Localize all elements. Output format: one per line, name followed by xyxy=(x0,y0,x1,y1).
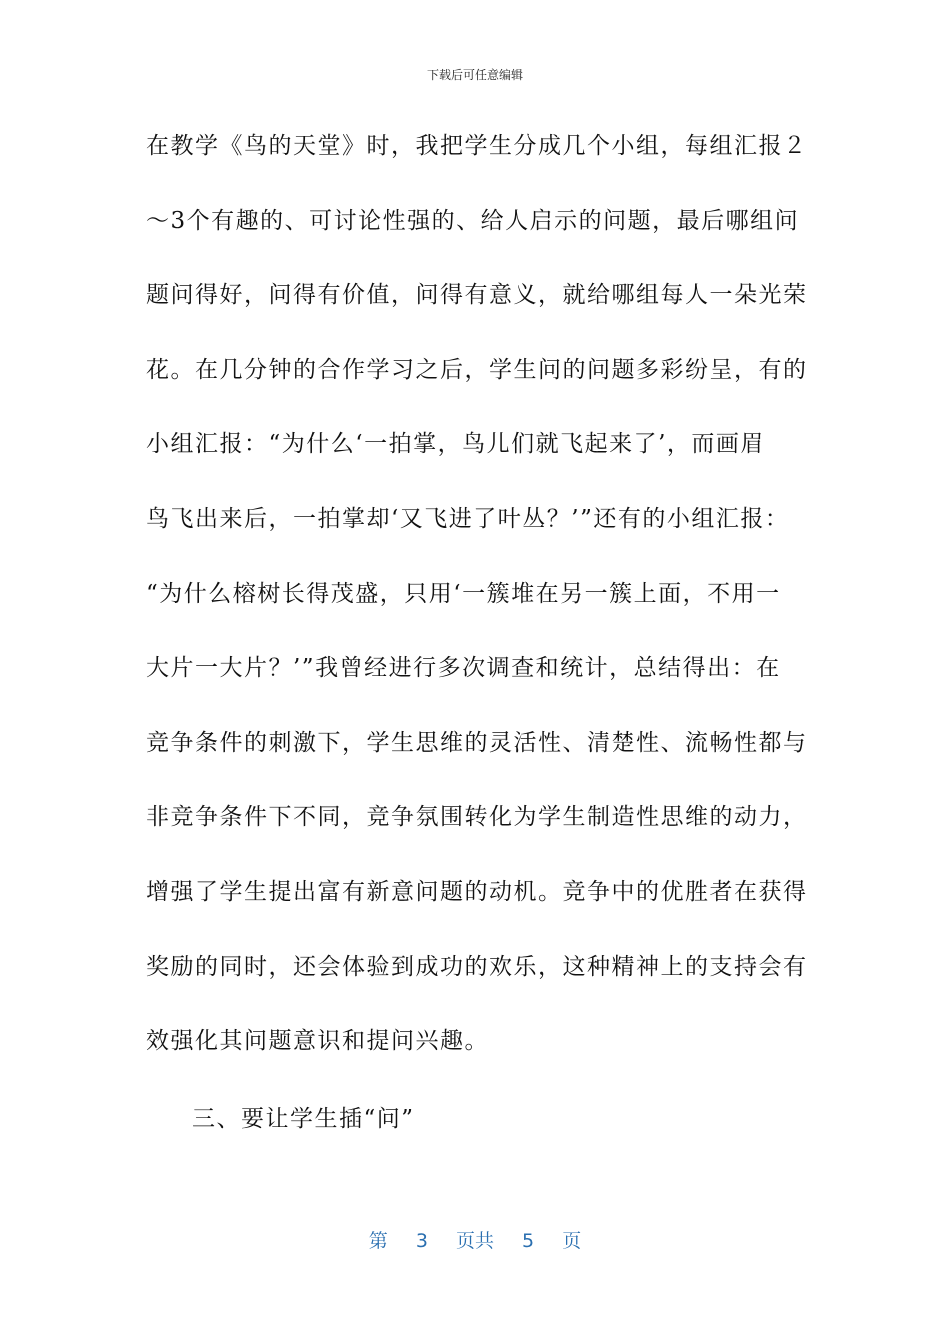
paragraph-line: 花。在几分钟的合作学习之后，学生问的问题多彩纷呈，有的 xyxy=(146,356,808,383)
page-header: 下载后可任意编辑 xyxy=(426,68,523,82)
paragraph-line: 小组汇报：“为什么‘一拍掌，鸟儿们就飞起来了’，而画眉 xyxy=(146,431,765,458)
footer-label: 页 xyxy=(562,1230,582,1252)
paragraph-line: 鸟飞出来后，一拍掌却‘又飞进了叶丛？’”还有的小组汇报： xyxy=(146,505,790,532)
total-pages: 5 xyxy=(522,1230,535,1252)
body-paragraph xyxy=(146,128,806,1098)
paragraph-line: 在教学《鸟的天堂》时，我把学生分成几个小组，每组汇报２ xyxy=(146,133,808,159)
footer-label: 页共 xyxy=(455,1230,494,1252)
section-heading: 三、要让学生插“问” xyxy=(192,1106,415,1132)
paragraph-line: 增强了学生提出富有新意问题的动机。竞争中的优胜者在获得 xyxy=(146,878,808,905)
paragraph-line: ～3个有趣的、可讨论性强的、给人启示的问题，最后哪组问 xyxy=(146,207,800,234)
paragraph-line: 效强化其问题意识和提问兴趣。 xyxy=(146,1028,489,1055)
page-footer xyxy=(0,1226,950,1253)
footer-label: 第 xyxy=(368,1230,388,1252)
paragraph-line: 非竞争条件下不同，竞争氛围转化为学生制造性思维的动力， xyxy=(146,804,808,831)
paragraph-line: “为什么榕树长得茂盛，只用‘一簇堆在另一簇上面，不用一 xyxy=(146,580,781,607)
paragraph-line: 题问得好，问得有价值，问得有意义，就给哪组每人一朵光荣 xyxy=(146,282,808,309)
page-number: 3 xyxy=(415,1230,428,1252)
paragraph-line: 竞争条件的刺激下，学生思维的灵活性、清楚性、流畅性都与 xyxy=(146,729,808,756)
paragraph-line: 奖励的同时，还会体验到成功的欢乐，这种精神上的支持会有 xyxy=(146,953,808,980)
paragraph-line: 大片一大片？’”我曾经进行多次调查和统计，总结得出：在 xyxy=(146,655,781,682)
